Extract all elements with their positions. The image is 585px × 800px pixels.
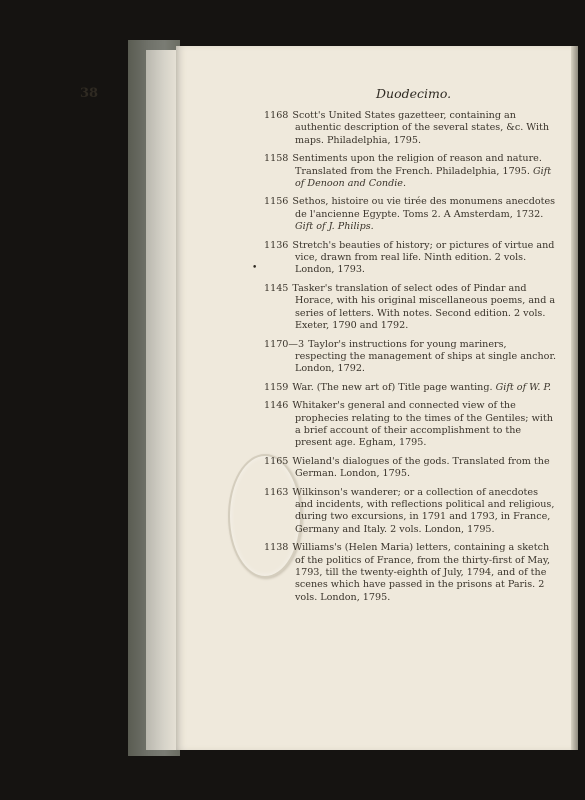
catalog-entry <box>264 153 558 190</box>
entry-number: 1168 <box>264 110 289 121</box>
entry-text: Stretch's beauties of history; or pictures of virtue and vice, drawn from real life. Ninth edition. 2 vols. London, 1793. <box>292 239 555 276</box>
entry-text: Sethos, histoire ou vie tirée des monumens anecdotes de l'ancienne Egypte. Toms 2. A Amsterdam, 1732. <box>292 196 556 220</box>
entry-number: 1145 <box>264 282 289 294</box>
entry-number: 1170—3 <box>264 338 305 350</box>
entry-number: 1136 <box>264 239 289 251</box>
entry-number: 1138 <box>264 542 289 554</box>
entry-number: 1158 <box>264 153 289 165</box>
entry-text: Wilkinson's wanderer; or a collection of anecdotes and incidents, with reflections political and religious, during two excursions, in 1791 and 1793, in France, Germany and Italy. 2 vols. London, 1795. <box>292 486 555 535</box>
entry-text: War. (The new art of) Title page wanting. <box>292 381 493 393</box>
entry-text: Taylor's instructions for young mariners, respecting the management of ships at single anchor. London, 1792. <box>295 338 557 375</box>
entry-number: 1146 <box>264 400 289 412</box>
entry-text: Tasker's translation of select odes of Pindar and Horace, with his original miscellaneous poems, and a series of letters. With notes. Second edition. 2 vols. Exeter, 1790 and 1792. <box>292 282 556 332</box>
catalog-entry <box>264 456 558 481</box>
entry-number: 1165 <box>264 455 289 467</box>
catalog-entries <box>264 110 558 610</box>
entry-text: Scott's United States gazetteer, containing an authentic description of the several states, &c. With maps. Philadelphia, 1795. <box>292 110 550 146</box>
running-head: Duodecimo. <box>376 86 452 101</box>
page-edge <box>571 46 578 750</box>
catalog-entry <box>264 196 558 233</box>
page-stack-edge <box>146 50 176 750</box>
entry-number: 1156 <box>264 196 289 208</box>
catalog-entry <box>264 542 558 604</box>
entry-gift: Gift of W. P. <box>495 381 552 393</box>
catalog-entry <box>264 240 558 277</box>
entry-number: 1163 <box>264 486 289 498</box>
entry-text: Whitaker's general and connected view of the prophecies relating to the times of the Gentiles; with a brief account of their accomplishment to the present age. Egham, 1795. <box>292 400 553 449</box>
entry-number: 1159 <box>264 381 289 393</box>
margin-mark: • <box>252 263 258 273</box>
catalog-entry <box>264 487 558 537</box>
entry-gift: Gift of J. Philips. <box>295 221 374 233</box>
catalog-entry <box>264 339 558 376</box>
catalog-entry <box>264 283 558 333</box>
entry-text: Wieland's dialogues of the gods. Translated from the German. London, 1795. <box>292 455 550 480</box>
catalog-entry <box>264 382 558 394</box>
entry-text: Sentiments upon the religion of reason and nature. Translated from the French. Philadelphia, 1795. <box>292 153 542 177</box>
catalog-entry <box>264 110 558 147</box>
page-number: 38 <box>80 86 99 101</box>
entry-gift: Gift of Denoon and Condie. <box>295 165 552 190</box>
catalog-entry <box>264 400 558 450</box>
entry-text: Williams's (Helen Maria) letters, containing a sketch of the politics of France, from the thirty-first of May, 1793, till the twenty-eighth of July, 1794, and of the scenes which have passed in the prisons at Paris. 2 vols. London, 1795. <box>292 542 551 603</box>
